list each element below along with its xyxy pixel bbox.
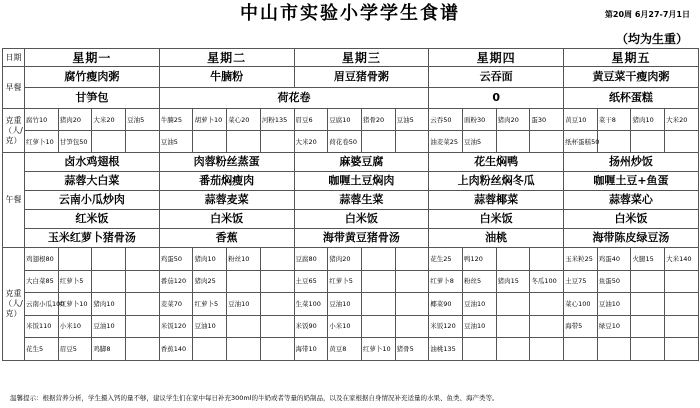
lunch-dish: 花生焖鸭 xyxy=(429,153,564,172)
ingredient-cell: 豆油5 xyxy=(126,109,160,131)
ingredient-cell: 红萝卜5 xyxy=(58,270,92,293)
ingredient-cell xyxy=(126,270,160,293)
ingredient-cell: 豆油10 xyxy=(193,315,227,338)
ingredient-cell: 红萝卜5 xyxy=(328,270,362,293)
ingredient-cell: 腐竹10 xyxy=(25,109,59,131)
ingredient-cell: 猪肉20 xyxy=(496,109,530,131)
ingredient-cell xyxy=(361,293,395,316)
ingredient-cell: 鱼蛋50 xyxy=(597,270,631,293)
lunch-dish: 白米饭 xyxy=(159,210,294,229)
ingredient-cell: 大米20 xyxy=(294,131,328,153)
unit-note: （均为生重） xyxy=(615,32,688,46)
ingredient-cell: 猪肉20 xyxy=(58,109,92,131)
lunch-dish: 白米饭 xyxy=(564,210,699,229)
ingredient-cell: 猪骨20 xyxy=(361,109,395,131)
ingredient-cell: 玉米粒25 xyxy=(564,248,598,271)
ingredient-cell: 麦菜70 xyxy=(159,293,193,316)
ingredient-cell: 猪肉10 xyxy=(631,109,665,131)
ingredient-cell xyxy=(631,270,665,293)
lunch-dish: 香蕉 xyxy=(159,229,294,248)
ingredient-cell xyxy=(631,293,665,316)
lunch-dish: 蒜蓉生菜 xyxy=(294,191,429,210)
ingredient-cell: 红萝卜10 xyxy=(361,338,395,361)
ingredient-cell: 牛腩25 xyxy=(159,109,193,131)
ingredient-cell xyxy=(395,248,429,271)
ingredient-cell: 云南小瓜100 xyxy=(25,293,59,316)
lunch-dish: 扬州炒饭 xyxy=(564,153,699,172)
ingredient-cell: 海带5 xyxy=(564,315,598,338)
ingredient-cell: 粉丝10 xyxy=(227,248,261,271)
ingredient-cell: 大米20 xyxy=(92,109,126,131)
ingredient-cell xyxy=(126,131,160,153)
week-range: 第20周 6月27-7月1日 xyxy=(604,10,690,19)
ingredient-cell xyxy=(126,293,160,316)
ingredient-cell xyxy=(631,315,665,338)
ingredient-cell: 米饭110 xyxy=(25,315,59,338)
ingredient-cell xyxy=(260,131,294,153)
ingredient-cell: 豆腐10 xyxy=(328,109,362,131)
ingredient-cell xyxy=(193,131,227,153)
ingredient-cell: 椰菜90 xyxy=(429,293,463,316)
breakfast-dish: 甘笋包 xyxy=(25,88,160,109)
ingredient-cell: 豆油10 xyxy=(462,293,496,316)
ingredient-cell: 冬瓜100 xyxy=(530,270,564,293)
ingredient-cell xyxy=(260,293,294,316)
ingredient-cell: 大米20 xyxy=(665,109,699,131)
ingredient-cell: 豆油5 xyxy=(395,109,429,131)
ingredient-cell: 猪肉10 xyxy=(92,293,126,316)
lunch-dish: 白米饭 xyxy=(429,210,564,229)
ingredient-cell xyxy=(530,315,564,338)
day-header: 星期三 xyxy=(294,49,429,67)
ingredient-cell xyxy=(126,338,160,361)
breakfast-dish: 牛腩粉 xyxy=(159,67,294,88)
qty-label-lunch: 克重（人/克） xyxy=(3,248,25,361)
ingredient-cell: 小米10 xyxy=(328,315,362,338)
lunch-dish: 蒜蓉大白菜 xyxy=(25,172,160,191)
ingredient-cell: 菜心20 xyxy=(227,109,261,131)
lunch-dish: 咖喱土豆焖肉 xyxy=(294,172,429,191)
ingredient-cell xyxy=(395,270,429,293)
ingredient-cell: 火腿15 xyxy=(631,248,665,271)
ingredient-cell: 鸭120 xyxy=(462,248,496,271)
ingredient-cell: 豆油5 xyxy=(462,131,496,153)
ingredient-cell: 眉豆6 xyxy=(294,109,328,131)
ingredient-cell: 米饭120 xyxy=(159,315,193,338)
day-header: 星期二 xyxy=(159,49,294,67)
ingredient-cell xyxy=(193,338,227,361)
ingredient-cell: 猪肉20 xyxy=(328,248,362,271)
ingredient-cell: 花生5 xyxy=(25,338,59,361)
lunch-dish: 蒜蓉麦菜 xyxy=(159,191,294,210)
lunch-label: 午餐 xyxy=(3,153,25,248)
lunch-dish: 麻婆豆腐 xyxy=(294,153,429,172)
ingredient-cell xyxy=(665,338,699,361)
ingredient-cell: 河粉135 xyxy=(260,109,294,131)
ingredient-cell: 豆油5 xyxy=(159,131,193,153)
ingredient-cell: 猪肉25 xyxy=(193,270,227,293)
ingredient-cell xyxy=(665,293,699,316)
ingredient-cell: 豆油10 xyxy=(597,293,631,316)
breakfast-dish: 腐竹瘦肉粥 xyxy=(25,67,160,88)
menu-table xyxy=(2,48,699,361)
ingredient-cell xyxy=(92,270,126,293)
ingredient-cell xyxy=(260,315,294,338)
lunch-dish: 玉米红萝卜猪骨汤 xyxy=(25,229,160,248)
ingredient-cell: 黄豆10 xyxy=(564,109,598,131)
ingredient-cell xyxy=(462,338,496,361)
breakfast-dish: 0 xyxy=(429,88,564,109)
ingredient-cell xyxy=(496,338,530,361)
ingredient-cell: 猪肉10 xyxy=(193,248,227,271)
ingredient-cell: 豆油10 xyxy=(328,293,362,316)
breakfast-dish: 云吞面 xyxy=(429,67,564,88)
ingredient-cell: 香蕉140 xyxy=(159,338,193,361)
lunch-dish: 油桃 xyxy=(429,229,564,248)
ingredient-cell xyxy=(260,270,294,293)
lunch-dish: 番茄焖瘦肉 xyxy=(159,172,294,191)
lunch-dish: 蒜蓉椰菜 xyxy=(429,191,564,210)
ingredient-cell: 土豆75 xyxy=(564,270,598,293)
footer-note: 温馨提示：根据营养分析，学生摄入钙的量不够，建议学生们在家中每日补充300ml的牛奶或者等量的奶制品，以及在家根据自身情况补充适量的水果、鱼类、海产类等。 xyxy=(10,394,499,402)
ingredient-cell xyxy=(496,315,530,338)
ingredient-cell: 云吞50 xyxy=(429,109,463,131)
ingredient-cell: 鸡脚8 xyxy=(92,338,126,361)
day-header: 星期一 xyxy=(25,49,160,67)
ingredient-cell xyxy=(496,248,530,271)
ingredient-cell: 油桃135 xyxy=(429,338,463,361)
ingredient-cell xyxy=(395,293,429,316)
ingredient-cell: 鸡蛋40 xyxy=(597,248,631,271)
ingredient-cell: 甘笋包50 xyxy=(58,131,92,153)
ingredient-cell xyxy=(126,248,160,271)
ingredient-cell xyxy=(631,338,665,361)
ingredient-cell xyxy=(126,315,160,338)
lunch-dish: 白米饭 xyxy=(294,210,429,229)
ingredient-cell: 小米10 xyxy=(58,315,92,338)
ingredient-cell: 大米140 xyxy=(665,248,699,271)
ingredient-cell xyxy=(227,270,261,293)
ingredient-cell: 大白菜85 xyxy=(25,270,59,293)
ingredient-cell xyxy=(227,338,261,361)
ingredient-cell xyxy=(496,131,530,153)
ingredient-cell xyxy=(361,315,395,338)
ingredient-cell xyxy=(260,338,294,361)
ingredient-cell: 鸡蛋50 xyxy=(159,248,193,271)
breakfast-dish: 荷花卷 xyxy=(159,88,429,109)
breakfast-dish: 黄豆菜干瘦肉粥 xyxy=(564,67,699,88)
ingredient-cell: 面粉30 xyxy=(462,109,496,131)
ingredient-cell: 鸡翅根80 xyxy=(25,248,59,271)
ingredient-cell: 米饭90 xyxy=(294,315,328,338)
lunch-dish: 肉蓉粉丝蒸蛋 xyxy=(159,153,294,172)
ingredient-cell xyxy=(227,315,261,338)
breakfast-dish: 眉豆猪骨粥 xyxy=(294,67,429,88)
ingredient-cell xyxy=(58,248,92,271)
lunch-dish: 海带陈皮绿豆汤 xyxy=(564,229,699,248)
ingredient-cell xyxy=(530,248,564,271)
ingredient-cell: 眉豆5 xyxy=(58,338,92,361)
lunch-dish: 海带黄豆猪骨汤 xyxy=(294,229,429,248)
ingredient-cell: 米饭120 xyxy=(429,315,463,338)
page-title: 中山市实验小学学生食谱 xyxy=(240,3,460,24)
lunch-dish: 咖喱土豆+鱼蛋 xyxy=(564,172,699,191)
ingredient-cell xyxy=(631,131,665,153)
ingredient-cell xyxy=(665,131,699,153)
ingredient-cell xyxy=(395,131,429,153)
ingredient-cell: 豆腐80 xyxy=(294,248,328,271)
ingredient-cell: 海带10 xyxy=(294,338,328,361)
breakfast-dish: 纸杯蛋糕 xyxy=(564,88,699,109)
day-header: 星期四 xyxy=(429,49,564,67)
ingredient-cell: 油麦菜25 xyxy=(429,131,463,153)
ingredient-cell xyxy=(530,293,564,316)
ingredient-cell: 绿豆10 xyxy=(597,315,631,338)
ingredient-cell: 猪肉15 xyxy=(496,270,530,293)
ingredient-cell: 黄豆8 xyxy=(328,338,362,361)
ingredient-cell xyxy=(227,131,261,153)
ingredient-cell: 红萝卜5 xyxy=(193,293,227,316)
ingredient-cell: 粉丝5 xyxy=(462,270,496,293)
ingredient-cell: 胡萝卜10 xyxy=(193,109,227,131)
breakfast-label: 早餐 xyxy=(3,67,25,109)
qty-label: 克重（人/克） xyxy=(3,109,25,153)
ingredient-cell xyxy=(361,131,395,153)
ingredient-cell xyxy=(361,248,395,271)
ingredient-cell xyxy=(92,248,126,271)
ingredient-cell xyxy=(597,338,631,361)
ingredient-cell: 豆油10 xyxy=(92,315,126,338)
ingredient-cell xyxy=(597,131,631,153)
ingredient-cell: 荷花卷50 xyxy=(328,131,362,153)
ingredient-cell: 土豆65 xyxy=(294,270,328,293)
ingredient-cell xyxy=(496,293,530,316)
ingredient-cell: 纸杯蛋糕50 xyxy=(564,131,598,153)
ingredient-cell xyxy=(361,270,395,293)
date-label: 日期 xyxy=(3,49,25,67)
ingredient-cell xyxy=(665,270,699,293)
ingredient-cell xyxy=(564,338,598,361)
ingredient-cell xyxy=(260,248,294,271)
lunch-dish: 蒜蓉菜心 xyxy=(564,191,699,210)
ingredient-cell xyxy=(530,131,564,153)
ingredient-cell: 猪骨5 xyxy=(395,338,429,361)
ingredient-cell: 红萝卜10 xyxy=(25,131,59,153)
ingredient-cell: 菜干8 xyxy=(597,109,631,131)
lunch-dish: 云南小瓜炒肉 xyxy=(25,191,160,210)
day-header: 星期五 xyxy=(564,49,699,67)
ingredient-cell xyxy=(530,338,564,361)
ingredient-cell xyxy=(395,315,429,338)
ingredient-cell: 菜心100 xyxy=(564,293,598,316)
ingredient-cell: 豆油10 xyxy=(227,293,261,316)
ingredient-cell: 红萝卜10 xyxy=(58,293,92,316)
ingredient-cell: 番茄120 xyxy=(159,270,193,293)
lunch-dish: 上肉粉丝焖冬瓜 xyxy=(429,172,564,191)
ingredient-cell: 蛋30 xyxy=(530,109,564,131)
ingredient-cell: 花生25 xyxy=(429,248,463,271)
ingredient-cell xyxy=(665,315,699,338)
lunch-dish: 红米饭 xyxy=(25,210,160,229)
lunch-dish: 卤水鸡翅根 xyxy=(25,153,160,172)
ingredient-cell: 生菜100 xyxy=(294,293,328,316)
ingredient-cell xyxy=(92,131,126,153)
ingredient-cell: 豆油10 xyxy=(462,315,496,338)
ingredient-cell: 红萝卜8 xyxy=(429,270,463,293)
